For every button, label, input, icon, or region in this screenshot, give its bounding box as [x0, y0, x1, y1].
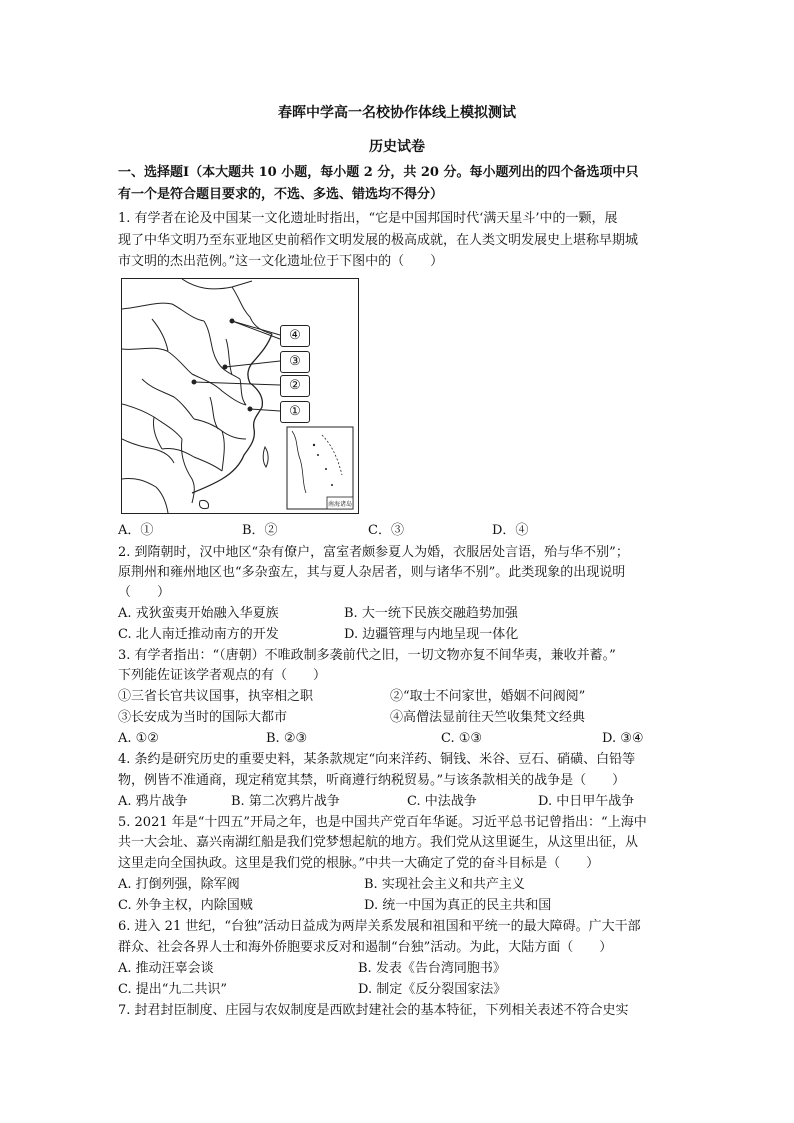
q6-option-b: B. 发表《告台湾同胞书》 [358, 961, 506, 976]
q4-option-c: C. 中法战争 [407, 794, 477, 809]
q3-option-a: A. ①② [118, 731, 159, 746]
q3-option-d: D. ③④ [602, 731, 644, 746]
map-marker-4: ④ [280, 325, 310, 347]
q3-stem-line1: 3. 有学者指出：“（唐朝）不唯政制多袭前代之旧，一切文物亦复不间华夷，兼收并蓄。” [118, 648, 616, 663]
china-map-figure [121, 278, 359, 514]
q5-option-a: A. 打倒列强，除军阀 [118, 877, 240, 892]
exam-subtitle: 历史试卷 [369, 139, 425, 155]
map-marker-3: ③ [280, 351, 310, 373]
q2-option-c: C. 北人南迁推动南方的开发 [118, 627, 279, 642]
q4-option-d: D. 中日甲午战争 [538, 794, 635, 809]
q5-option-b: B. 实现社会主义和共产主义 [364, 877, 525, 892]
q5-option-c: C. 外争主权，内除国贼 [118, 898, 253, 913]
q2-option-d: D. 边疆管理与内地呈现一体化 [344, 627, 519, 642]
q4-stem-line1: 4. 条约是研究历史的重要史料，某条款规定“向来洋药、铜钱、米谷、豆石、硝磺、白铅等 [118, 752, 636, 767]
q1-stem-line3: 市文明的杰出范例。”这一文化遗址位于下图中的（ ） [118, 254, 444, 269]
q3-stem-line2: 下列能佐证该学者观点的有（ ） [118, 668, 327, 683]
q1-option-d: D．④ [492, 523, 529, 538]
map-marker-2: ② [280, 375, 310, 397]
q6-option-a: A. 推动汪辜会谈 [118, 961, 214, 976]
q1-stem-line1: 1. 有学者在论及中国某一文化遗址时指出，“它是中国邦国时代‘满天星斗’中的一颗，展 [118, 211, 618, 226]
q4-option-a: A. 鸦片战争 [118, 794, 188, 809]
q6-option-c: C. 提出“九二共识” [118, 982, 228, 997]
q5-stem-line2: 共一大会址、嘉兴南湖红船是我们党梦想起航的地方。我们党从这里诞生，从这里出征，从 [118, 835, 639, 850]
q5-stem-line1: 5. 2021 年是“十四五”开局之年，也是中国共产党百年华诞。习近平总书记曾指出：“上海中 [118, 815, 647, 830]
q3-option-c: C. ①③ [441, 731, 483, 746]
q3-item-4: ④高僧法显前往天竺收集梵文经典 [390, 710, 586, 725]
q1-option-b: B．② [242, 523, 278, 538]
map-marker-1: ① [280, 401, 310, 423]
q2-option-b: B. 大一统下民族交融趋势加强 [344, 606, 518, 621]
q5-stem-line3: 这里走向全国执政。这里是我们党的根脉。”中共一大确定了党的奋斗目标是（ ） [118, 856, 600, 871]
section-heading-line2: 有一个是符合题目要求的，不选、多选、错选均不得分） [118, 187, 444, 202]
q3-item-1: ①三省长官共议国事，执宰相之职 [118, 689, 314, 704]
q4-stem-line2: 物，例皆不准通商，现定稍宽其禁，听商遵行纳税贸易。”与该条款相关的战争是（ ） [118, 773, 626, 788]
inset-label: 南海诸岛 [328, 501, 353, 508]
q2-stem-line1: 2. 到隋朝时，汉中地区“杂有僚户，富室者颇参夏人为婚，衣服居处言语，殆与华不别”； [118, 545, 629, 560]
china-map-drawing [122, 279, 358, 513]
q2-option-a: A. 戎狄蛮夷开始融入华夏族 [118, 606, 279, 621]
q7-stem-line1: 7. 封君封臣制度、庄园与农奴制度是西欧封建社会的基本特征，下列相关表述不符合史实 [118, 1003, 629, 1018]
q2-stem-line3: （ ） [118, 585, 171, 600]
section-heading-line1: 一、选择题Ⅰ（本大题共 10 小题，每小题 2 分，共 20 分。每小题列出的四个备选项中只 [118, 165, 639, 180]
q2-stem-line2: 原荆州和雍州地区也“多杂蛮左，其与夏人杂居者，则与诸华不别”。此类现象的出现说明 [118, 565, 626, 580]
q4-option-b: B. 第二次鸦片战争 [231, 794, 340, 809]
q6-stem-line2: 群众、社会各界人士和海外侨胞要求反对和遏制“台独”活动。为此，大陆方面（ ） [118, 940, 613, 955]
q1-option-a: A．① [118, 523, 154, 538]
exam-title: 春晖中学高一名校协作体线上模拟测试 [278, 105, 516, 121]
q5-option-d: D. 统一中国为真正的民主共和国 [364, 898, 552, 913]
q3-item-2: ②“取士不问家世，婚姻不问阀阅” [390, 689, 586, 704]
q6-stem-line1: 6. 进入 21 世纪，“台独”活动日益成为两岸关系发展和祖国和平统一的最大障碍。广大干部 [118, 919, 641, 934]
q3-option-b: B. ②③ [266, 731, 308, 746]
q1-stem-line2: 现了中华文明乃至东亚地区史前稻作文明发展的极高成就，在人类文明发展史上堪称早期城 [118, 233, 639, 248]
q6-option-d: D. 制定《反分裂国家法》 [358, 982, 507, 997]
q1-option-c: C．③ [368, 523, 404, 538]
q3-item-3: ③长安成为当时的国际大都市 [118, 710, 288, 725]
